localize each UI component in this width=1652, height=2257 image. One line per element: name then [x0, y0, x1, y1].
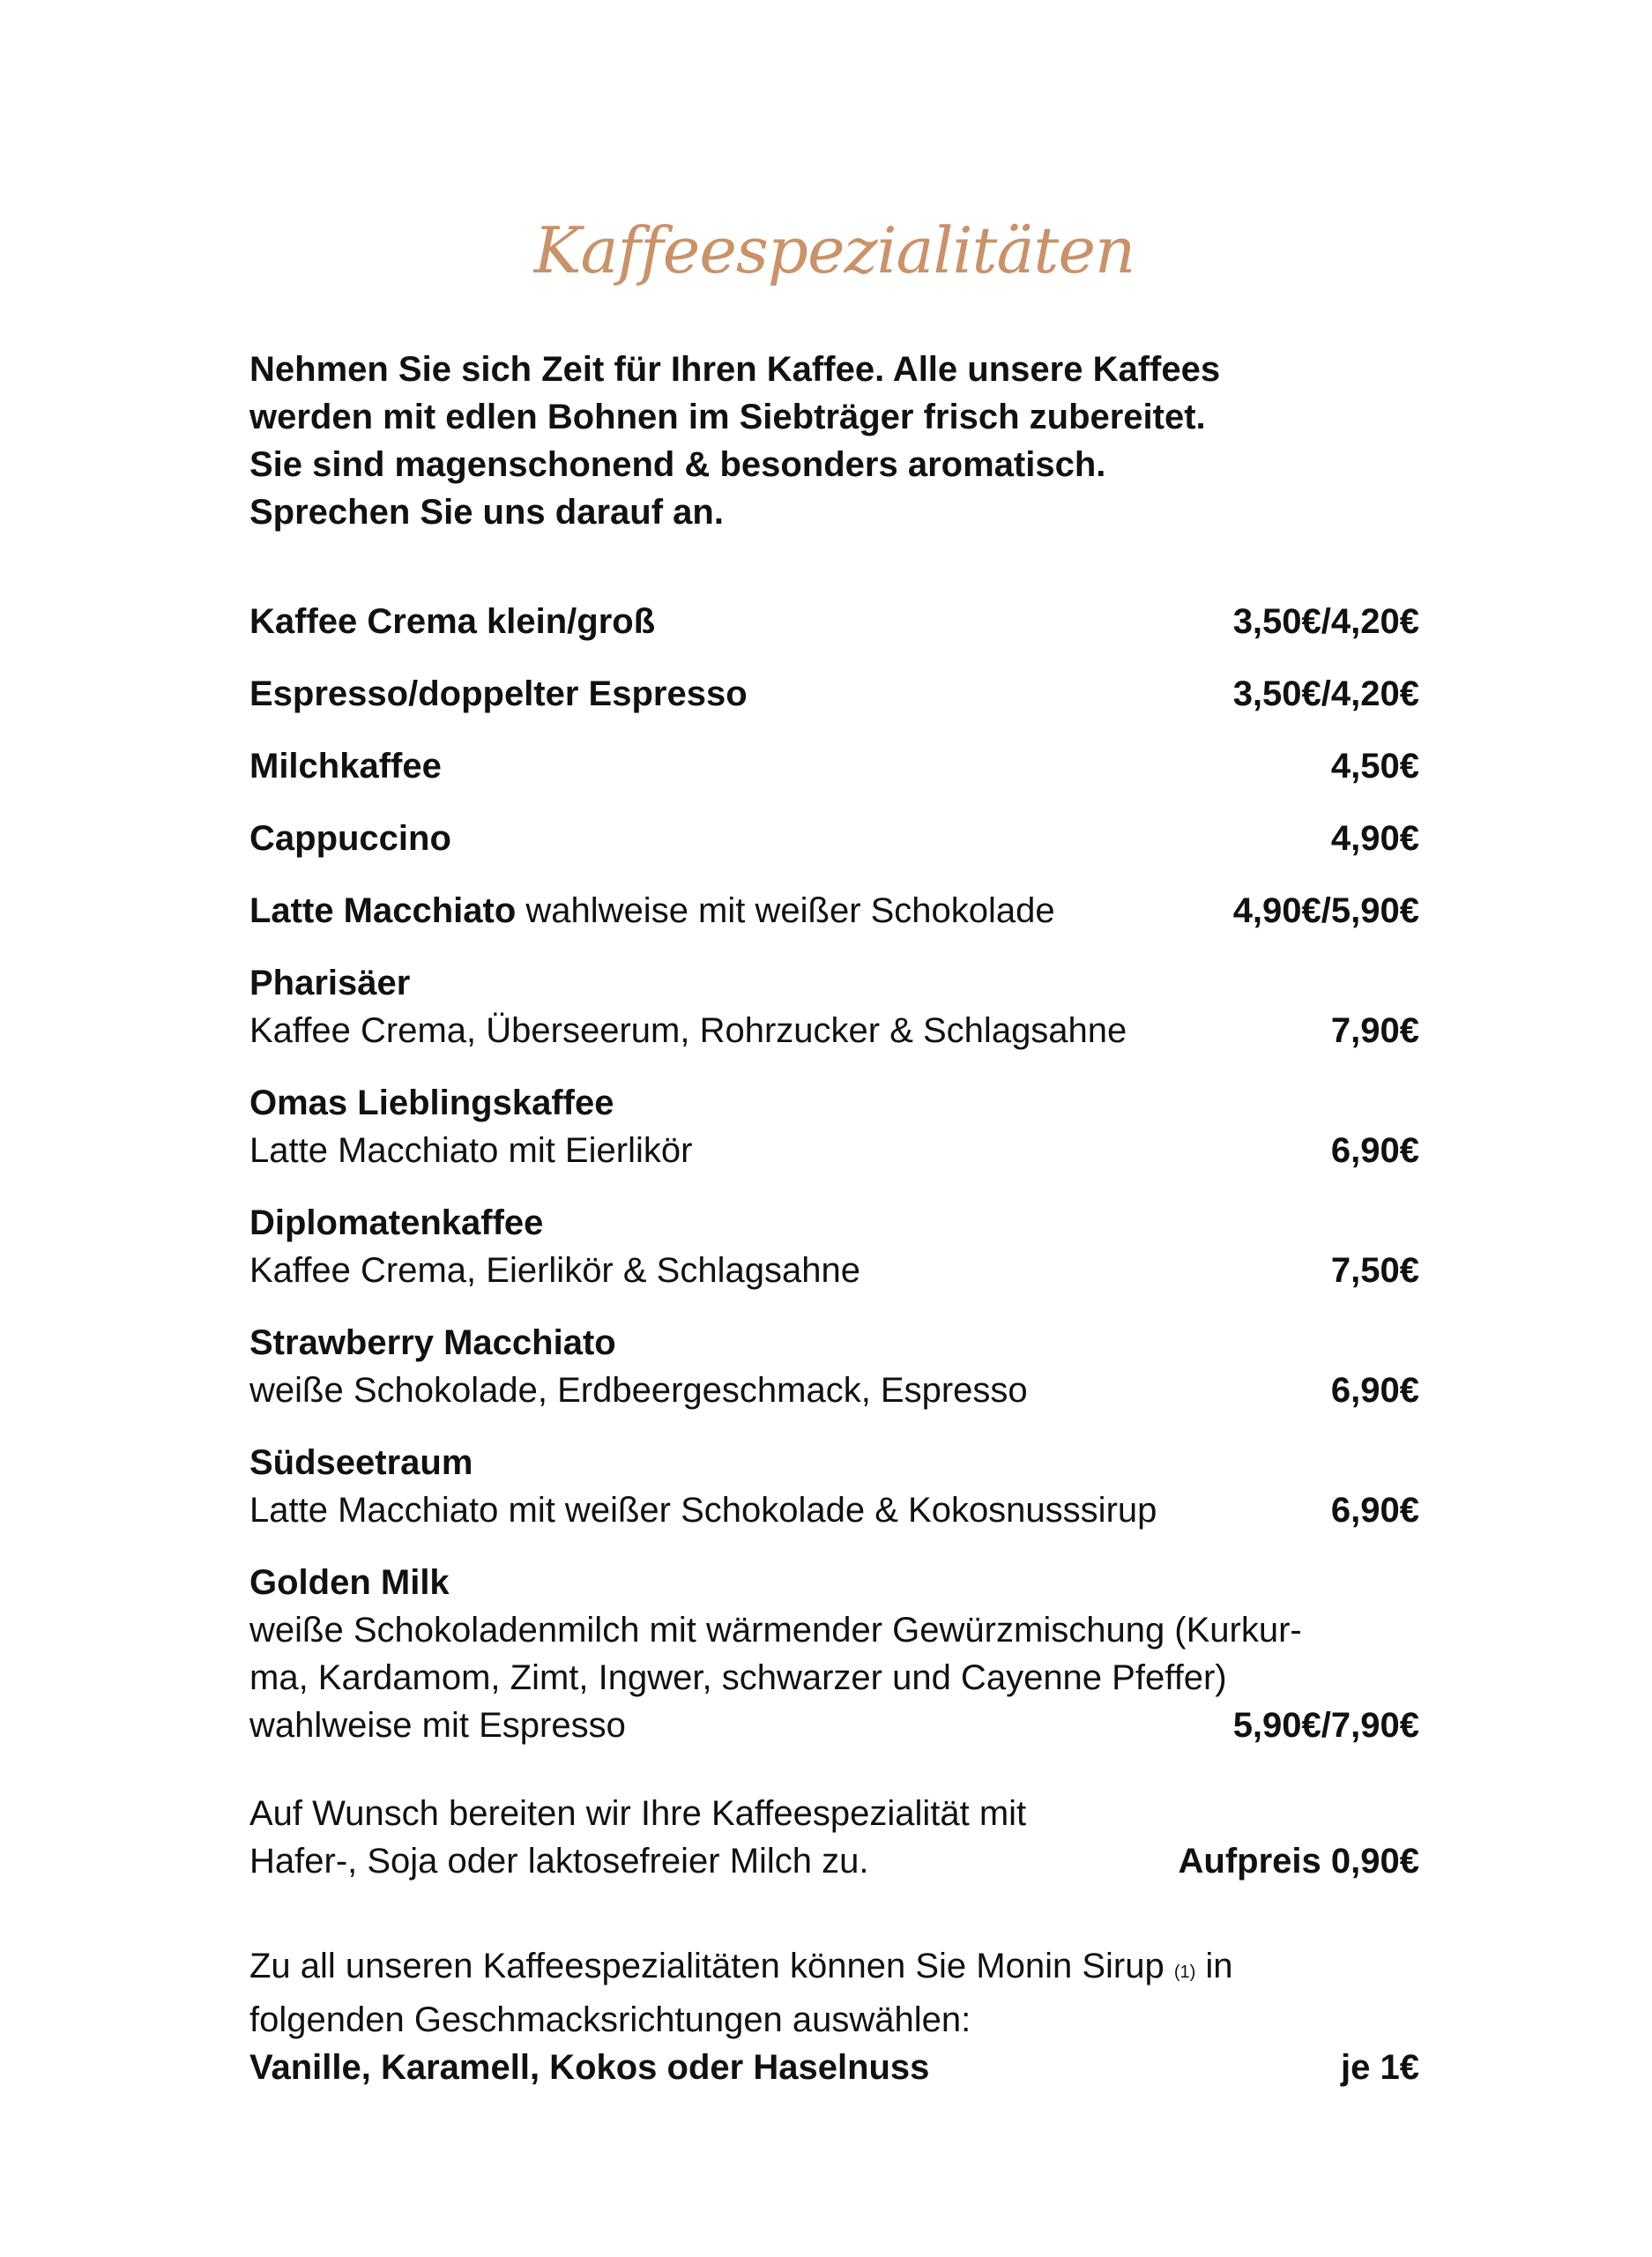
- menu-item-milchkaffee: [249, 742, 1419, 790]
- item-name: Kaffee Crema klein/groß: [249, 602, 656, 641]
- item-description: weiße Schokolade, Erdbeergeschmack, Espresso: [249, 1371, 1028, 1410]
- item-price: 6,90€: [1330, 1491, 1419, 1530]
- item-price: 4,50€: [1330, 747, 1419, 786]
- item-price: 3,50€/4,20€: [1232, 602, 1419, 641]
- item-price: 3,50€/4,20€: [1232, 674, 1419, 713]
- item-price: 6,90€: [1330, 1371, 1419, 1410]
- menu-item-cappuccino: [249, 815, 1419, 862]
- menu-item-omas-lieblingskaffee: [249, 1079, 1419, 1174]
- menu-item-strawberry-macchiato: [249, 1319, 1419, 1414]
- item-description: Latte Macchiato mit Eierlikör: [249, 1131, 693, 1170]
- item-name: Golden Milk: [249, 1563, 450, 1602]
- menu-item-kaffee-crema: [249, 598, 1419, 645]
- item-name: Strawberry Macchiato: [249, 1323, 616, 1362]
- intro-text: [249, 346, 1419, 536]
- syrup-note-line: [249, 1942, 1419, 1996]
- menu-item-latte-macchiato: [249, 887, 1419, 935]
- syrup-note-text-end: in: [1195, 1947, 1233, 1985]
- milk-surcharge: Aufpreis 0,90€: [1178, 1842, 1419, 1881]
- intro-line: werden mit edlen Bohnen im Siebträger frisch zubereitet.: [249, 398, 1206, 436]
- item-name: Latte Macchiato: [249, 891, 517, 930]
- item-extra: wahlweise mit weißer Schokolade: [516, 891, 1055, 930]
- intro-line: Nehmen Sie sich Zeit für Ihren Kaffee. Alle unsere Kaffees: [249, 350, 1221, 389]
- syrup-price: je 1€: [1341, 2048, 1419, 2087]
- item-name: Espresso/doppelter Espresso: [249, 674, 748, 713]
- milk-note-line: Auf Wunsch bereiten wir Ihre Kaffeespezialität mit: [249, 1794, 1027, 1833]
- syrup-flavors: Vanille, Karamell, Kokos oder Haselnuss: [249, 2048, 930, 2087]
- syrup-note-line: folgenden Geschmacksrichtungen auswählen:: [249, 2000, 971, 2039]
- item-description: Kaffee Crema, Eierlikör & Schlagsahne: [249, 1251, 860, 1290]
- item-price: 7,50€: [1330, 1251, 1419, 1290]
- item-name: Omas Lieblingskaffee: [249, 1084, 614, 1122]
- page-title: Kaffeespezialitäten: [533, 213, 1135, 287]
- menu-items: [249, 598, 1419, 1774]
- item-name-group: [249, 887, 1055, 935]
- milk-note: [249, 1790, 1419, 1885]
- menu-item-suedseetraum: [249, 1439, 1419, 1534]
- milk-note-line: Hafer-, Soja oder laktosefreier Milch zu.: [249, 1842, 869, 1881]
- syrup-note-text: Zu all unseren Kaffeespezialitäten können Sie Monin Sirup: [249, 1947, 1165, 1985]
- menu-page: [249, 0, 1419, 2257]
- item-name: Milchkaffee: [249, 747, 442, 786]
- menu-item-pharisaeer: [249, 959, 1419, 1054]
- item-description: ma, Kardamom, Zimt, Ingwer, schwarzer und Cayenne Pfeffer): [249, 1658, 1227, 1697]
- item-price: 4,90€: [1330, 819, 1419, 858]
- item-price: 6,90€: [1330, 1131, 1419, 1170]
- item-name: Diplomatenkaffee: [249, 1203, 544, 1242]
- item-description: Latte Macchiato mit weißer Schokolade & Kokosnusssirup: [249, 1491, 1157, 1530]
- menu-item-espresso: [249, 670, 1419, 718]
- syrup-note: [249, 1942, 1419, 2091]
- item-description: Kaffee Crema, Überseerum, Rohrzucker & Schlagsahne: [249, 1011, 1127, 1050]
- footnote-marker: (1): [1173, 1963, 1196, 1982]
- item-price: 7,90€: [1330, 1011, 1419, 1050]
- item-name: Südseetraum: [249, 1443, 473, 1482]
- item-description: wahlweise mit Espresso: [249, 1706, 626, 1745]
- menu-item-golden-milk: [249, 1559, 1419, 1749]
- item-name: Cappuccino: [249, 819, 451, 858]
- item-price: 5,90€/7,90€: [1232, 1706, 1419, 1745]
- item-description: weiße Schokoladenmilch mit wärmender Gewürzmischung (Kurkur-: [249, 1611, 1302, 1650]
- item-price: 4,90€/5,90€: [1232, 891, 1419, 930]
- intro-line: Sie sind magenschonend & besonders aromatisch.: [249, 445, 1106, 484]
- menu-item-diplomatenkaffee: [249, 1199, 1419, 1294]
- intro-line: Sprechen Sie uns darauf an.: [249, 493, 724, 532]
- item-name: Pharisäer: [249, 964, 411, 1002]
